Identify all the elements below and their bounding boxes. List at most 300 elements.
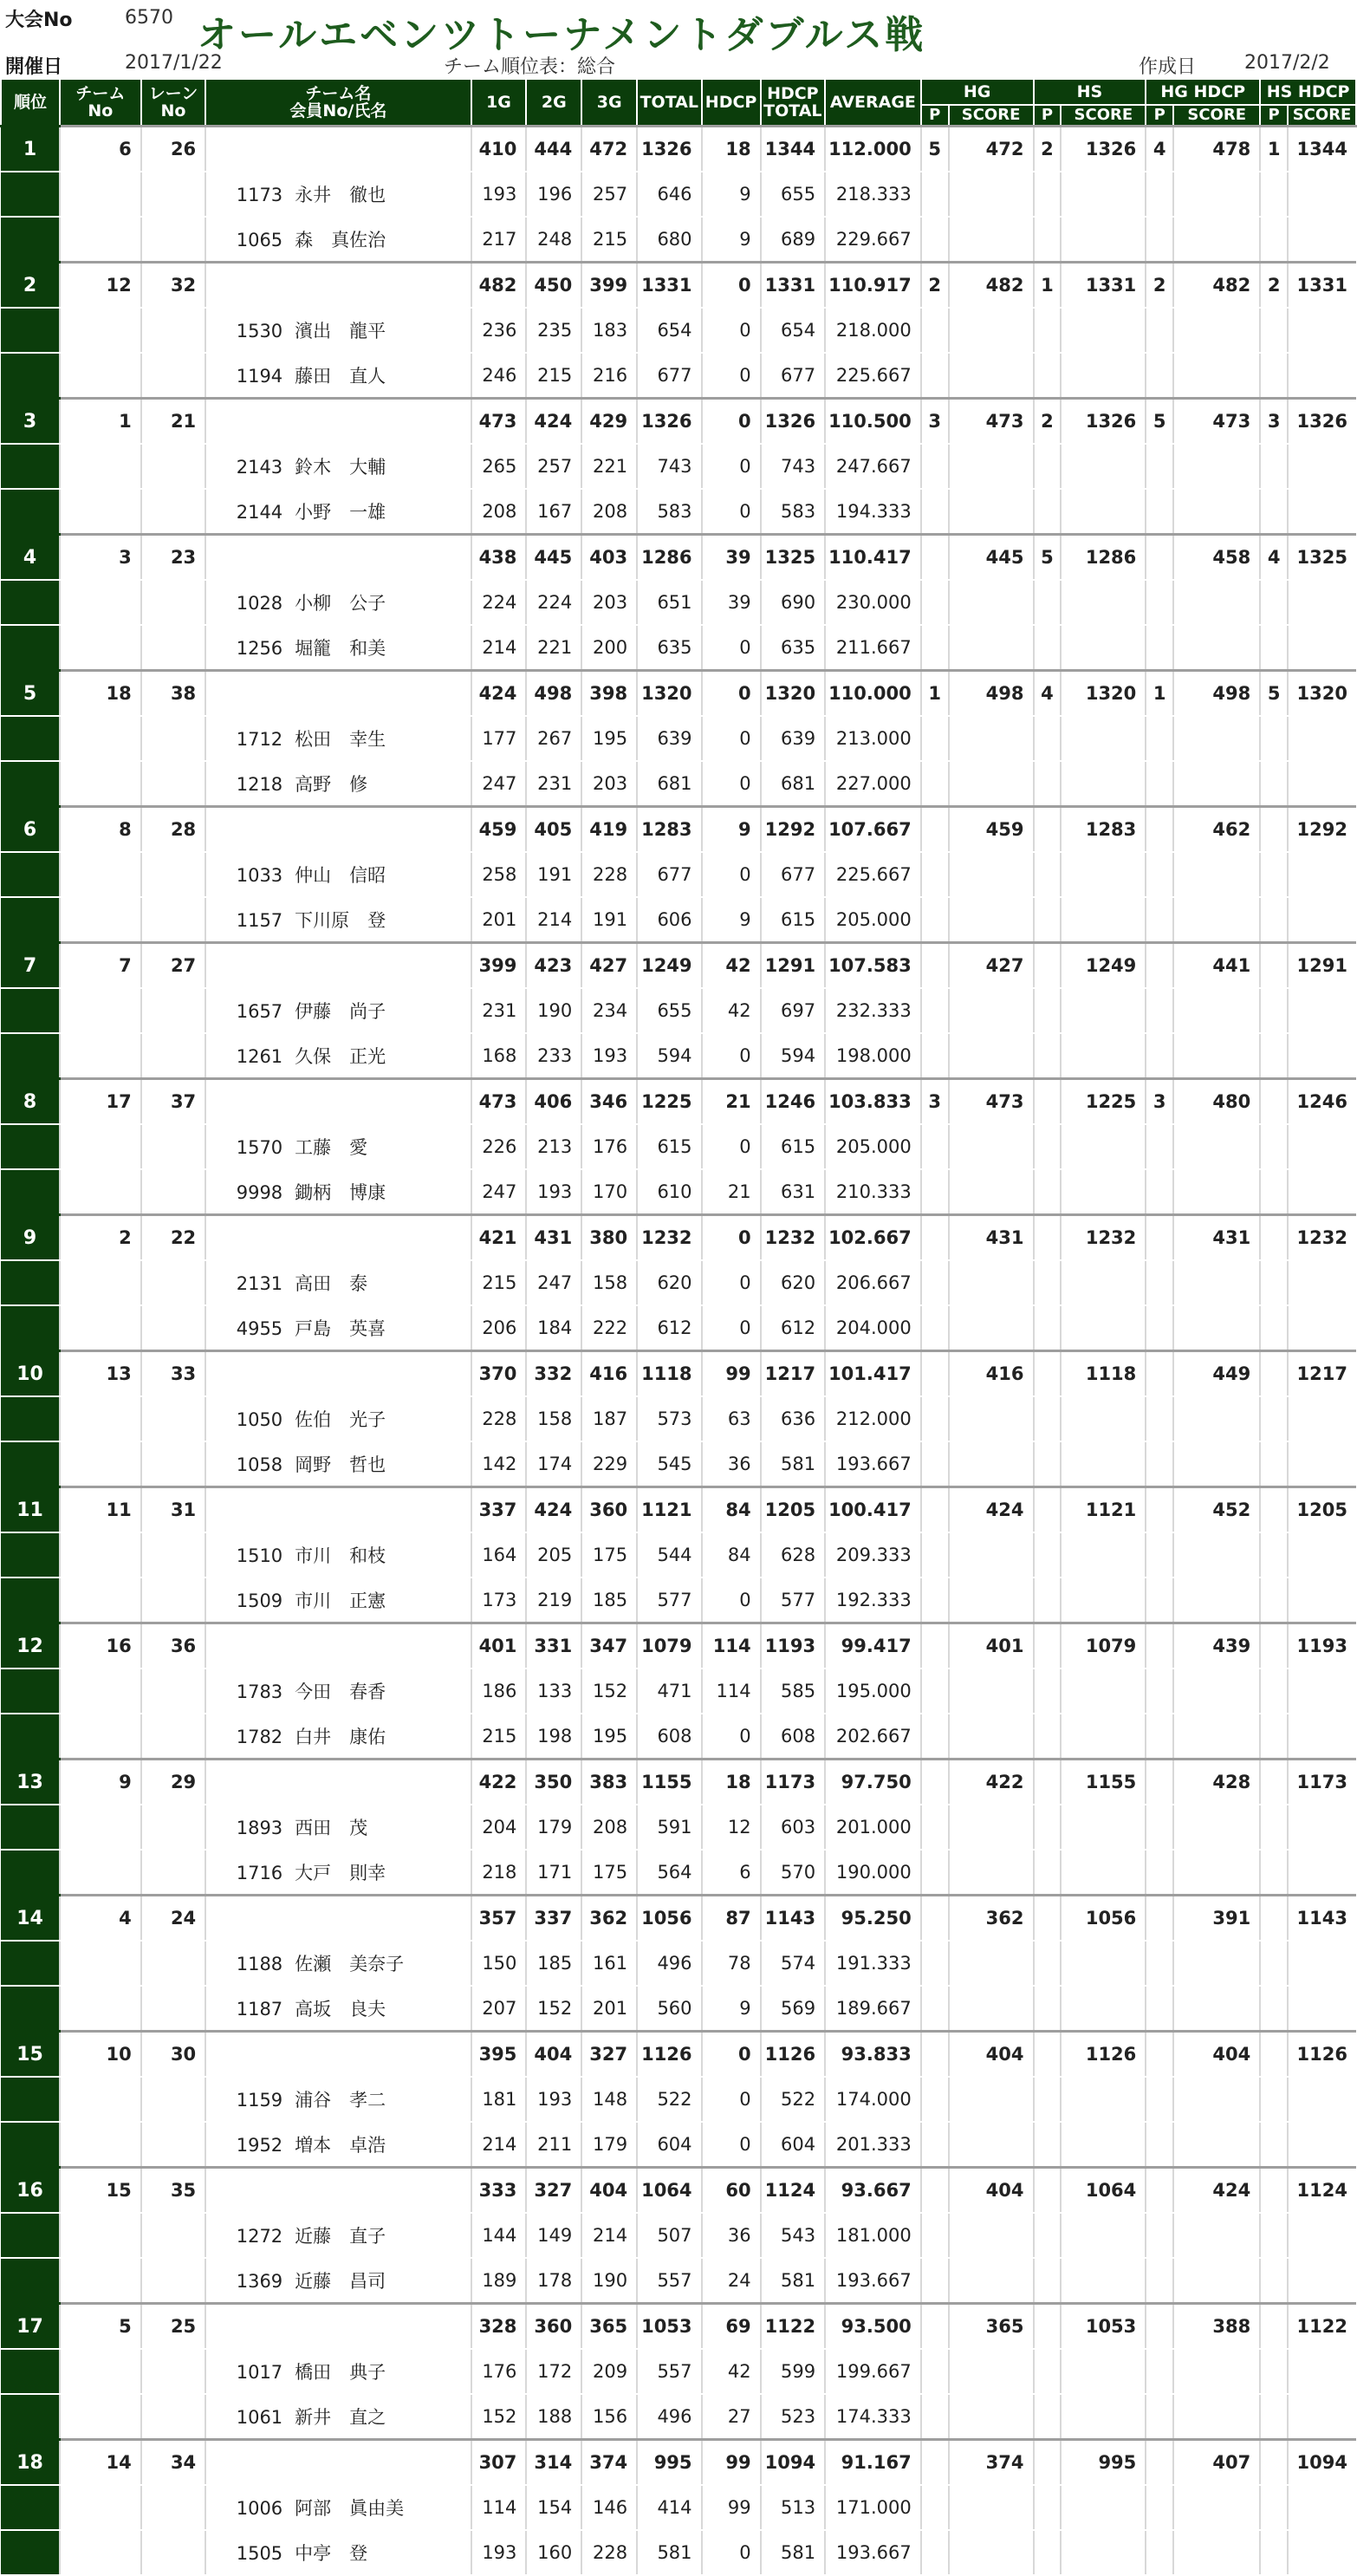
cell-hs-hdcp-score: 1094 — [1288, 2440, 1356, 2486]
cell-hdcp-total: 631 — [761, 1169, 825, 1215]
cell-hs-p — [1034, 1532, 1062, 1577]
cell-hs-score — [1061, 1124, 1146, 1169]
cell-hs-score: 1064 — [1061, 2168, 1146, 2214]
cell-hg-hdcp-p — [1146, 1805, 1173, 1850]
cell-lane-no — [141, 716, 205, 761]
cell-hs-hdcp-score — [1288, 2485, 1356, 2530]
cell-game3: 404 — [581, 2168, 637, 2214]
cell-hg-hdcp-score — [1173, 1169, 1260, 1215]
cell-hs-hdcp-score — [1288, 897, 1356, 943]
cell-name — [205, 1850, 471, 1896]
cell-hs-hdcp-p — [1260, 1760, 1288, 1805]
member-name: 鈴木 大輔 — [295, 457, 386, 478]
cell-average: 198.000 — [825, 1033, 921, 1079]
cell-average: 232.333 — [825, 988, 921, 1033]
member-row — [1, 1169, 1356, 1215]
cell-lane-no — [141, 1805, 205, 1850]
cell-total: 591 — [637, 1805, 701, 1850]
cell-hs-hdcp-score — [1288, 2394, 1356, 2440]
cell-hdcp-total: 628 — [761, 1532, 825, 1577]
cell-team-no: 18 — [60, 671, 141, 717]
cell-hg-p: 5 — [921, 127, 949, 172]
cell-game1: 333 — [471, 2168, 527, 2214]
cell-hg-p: 2 — [921, 263, 949, 309]
cell-hs-hdcp-score — [1288, 580, 1356, 625]
cell-game2: 267 — [526, 716, 581, 761]
cell-hg-hdcp-score: 458 — [1173, 535, 1260, 581]
cell-hs-p — [1034, 2032, 1062, 2078]
cell-team-no — [60, 1532, 141, 1577]
cell-hg-hdcp-score — [1173, 1305, 1260, 1351]
cell-hdcp-total: 522 — [761, 2077, 825, 2122]
cell-hg-hdcp-score: 407 — [1173, 2440, 1260, 2486]
cell-total: 1320 — [637, 671, 701, 717]
cell-average: 247.667 — [825, 444, 921, 489]
cell-hs-hdcp-p — [1260, 2077, 1288, 2122]
cell-game1: 247 — [471, 761, 527, 807]
cell-average: 110.917 — [825, 263, 921, 309]
cell-hs-p — [1034, 444, 1062, 489]
cell-lane-no — [141, 1532, 205, 1577]
cell-team-no — [60, 1805, 141, 1850]
cell-rank — [1, 852, 60, 897]
cell-hdcp-total: 639 — [761, 716, 825, 761]
cell-name — [205, 625, 471, 671]
cell-hg-hdcp-score — [1173, 1805, 1260, 1850]
member-no: 2143 — [236, 457, 283, 478]
cell-average: 212.000 — [825, 1396, 921, 1441]
cell-rank — [1, 1669, 60, 1714]
cell-game1: 228 — [471, 1396, 527, 1441]
cell-hg-p — [921, 217, 949, 263]
member-name: 永井 徹也 — [295, 185, 386, 205]
cell-average: 192.333 — [825, 1577, 921, 1623]
cell-hg-p — [921, 1941, 949, 1986]
member-row — [1, 852, 1356, 897]
cell-lane-no — [141, 1850, 205, 1896]
member-name: 佐伯 光子 — [295, 1409, 386, 1430]
cell-hg-hdcp-p — [1146, 2394, 1173, 2440]
col-game3: 3G — [581, 79, 637, 127]
cell-average: 193.667 — [825, 2258, 921, 2304]
cell-hdcp: 0 — [702, 2077, 761, 2122]
member-name: 松田 幸生 — [295, 729, 386, 750]
cell-hg-hdcp-p — [1146, 761, 1173, 807]
cell-name — [205, 988, 471, 1033]
cell-name — [205, 1079, 471, 1125]
member-name: 近藤 昌司 — [295, 2271, 386, 2292]
cell-game3: 158 — [581, 1260, 637, 1305]
member-no: 1061 — [236, 2407, 283, 2428]
cell-game1: 204 — [471, 1805, 527, 1850]
cell-total: 1326 — [637, 399, 701, 445]
cell-hg-score: 472 — [949, 127, 1034, 172]
member-row — [1, 580, 1356, 625]
cell-team-no — [60, 1260, 141, 1305]
cell-hdcp-total: 1143 — [761, 1896, 825, 1942]
cell-team-no — [60, 1669, 141, 1714]
cell-game3: 416 — [581, 1351, 637, 1397]
cell-average: 103.833 — [825, 1079, 921, 1125]
cell-hs-p — [1034, 1260, 1062, 1305]
member-row — [1, 2394, 1356, 2440]
member-name: 新井 直之 — [295, 2407, 386, 2428]
cell-hg-hdcp-p — [1146, 716, 1173, 761]
cell-game3: 221 — [581, 444, 637, 489]
cell-name — [205, 2304, 471, 2350]
cell-hs-p — [1034, 1714, 1062, 1760]
cell-hs-score — [1061, 1169, 1146, 1215]
member-row — [1, 2077, 1356, 2122]
cell-name — [205, 1577, 471, 1623]
member-name: 橋田 典子 — [295, 2362, 386, 2383]
cell-hs-score: 1121 — [1061, 1487, 1146, 1533]
cell-game3: 190 — [581, 2258, 637, 2304]
cell-hdcp: 0 — [702, 444, 761, 489]
member-name: 今田 春香 — [295, 1682, 386, 1702]
cell-hs-hdcp-p — [1260, 897, 1288, 943]
cell-hg-p — [921, 2530, 949, 2575]
cell-average: 204.000 — [825, 1305, 921, 1351]
cell-total: 496 — [637, 1941, 701, 1986]
cell-hg-hdcp-score — [1173, 897, 1260, 943]
cell-total: 639 — [637, 716, 701, 761]
cell-hg-hdcp-p — [1146, 1760, 1173, 1805]
member-no: 1893 — [236, 1818, 283, 1838]
cell-hs-score — [1061, 1441, 1146, 1487]
table-header — [1, 79, 1356, 127]
member-no: 1570 — [236, 1137, 283, 1158]
cell-rank — [1, 1577, 60, 1623]
cell-game1: 395 — [471, 2032, 527, 2078]
cell-hdcp-total: 513 — [761, 2485, 825, 2530]
cell-team-no: 9 — [60, 1760, 141, 1805]
member-no: 1369 — [236, 2271, 283, 2292]
cell-hg-hdcp-p — [1146, 2168, 1173, 2214]
cell-total: 577 — [637, 1577, 701, 1623]
cell-hg-hdcp-score — [1173, 1986, 1260, 2032]
cell-lane-no: 23 — [141, 535, 205, 581]
cell-total: 743 — [637, 444, 701, 489]
team-row — [1, 535, 1356, 581]
cell-average: 107.583 — [825, 943, 921, 989]
page-title: オールエベンツトーナメントダブルス戦 — [198, 13, 926, 57]
cell-total: 612 — [637, 1305, 701, 1351]
tournament-no-label: 大会No — [5, 10, 73, 31]
cell-hs-score — [1061, 897, 1146, 943]
cell-hg-hdcp-p — [1146, 2304, 1173, 2350]
cell-rank — [1, 716, 60, 761]
cell-hs-hdcp-p — [1260, 1623, 1288, 1669]
cell-hs-hdcp-p — [1260, 308, 1288, 353]
cell-hg-p — [921, 988, 949, 1033]
cell-game2: 191 — [526, 852, 581, 897]
cell-team-no: 3 — [60, 535, 141, 581]
cell-hg-hdcp-p — [1146, 489, 1173, 535]
cell-hg-score — [949, 217, 1034, 263]
cell-hs-hdcp-score — [1288, 1033, 1356, 1079]
cell-rank — [1, 1441, 60, 1487]
cell-name — [205, 308, 471, 353]
cell-hg-p — [921, 1986, 949, 2032]
member-no: 1952 — [236, 2135, 283, 2156]
cell-hs-p — [1034, 2485, 1062, 2530]
cell-hs-hdcp-score — [1288, 353, 1356, 399]
cell-hg-hdcp-p — [1146, 444, 1173, 489]
member-no: 2131 — [236, 1273, 283, 1294]
cell-hg-score — [949, 580, 1034, 625]
cell-rank: 8 — [1, 1079, 60, 1125]
member-name: 戸島 英喜 — [295, 1318, 386, 1339]
cell-hg-p — [921, 1714, 949, 1760]
member-name: 藤田 直人 — [295, 366, 386, 387]
cell-hdcp-total: 543 — [761, 2213, 825, 2258]
cell-lane-no — [141, 444, 205, 489]
cell-hs-score — [1061, 1669, 1146, 1714]
member-no: 1065 — [236, 230, 283, 250]
cell-hg-p — [921, 1532, 949, 1577]
cell-hg-hdcp-p — [1146, 1623, 1173, 1669]
cell-hdcp-total: 636 — [761, 1396, 825, 1441]
cell-game1: 173 — [471, 1577, 527, 1623]
cell-lane-no — [141, 172, 205, 217]
cell-hdcp-total: 1326 — [761, 399, 825, 445]
cell-hdcp: 0 — [702, 761, 761, 807]
cell-hg-hdcp-p — [1146, 852, 1173, 897]
cell-hdcp: 36 — [702, 1441, 761, 1487]
cell-team-no: 15 — [60, 2168, 141, 2214]
member-row — [1, 1669, 1356, 1714]
cell-hs-hdcp-p: 3 — [1260, 399, 1288, 445]
cell-lane-no: 32 — [141, 263, 205, 309]
cell-team-no: 16 — [60, 1623, 141, 1669]
cell-hg-hdcp-p: 2 — [1146, 263, 1173, 309]
cell-hdcp-total: 1193 — [761, 1623, 825, 1669]
cell-game1: 357 — [471, 1896, 527, 1942]
member-no: 1028 — [236, 593, 283, 614]
cell-hs-hdcp-p: 2 — [1260, 263, 1288, 309]
member-name: 白井 康佑 — [295, 1727, 386, 1747]
cell-total: 995 — [637, 2440, 701, 2486]
cell-hs-score — [1061, 761, 1146, 807]
cell-hs-score — [1061, 489, 1146, 535]
cell-hs-hdcp-score: 1217 — [1288, 1351, 1356, 1397]
cell-hg-hdcp-p — [1146, 1215, 1173, 1261]
cell-rank — [1, 217, 60, 263]
cell-average: 205.000 — [825, 1124, 921, 1169]
cell-hg-p — [921, 2032, 949, 2078]
cell-hg-hdcp-p — [1146, 1396, 1173, 1441]
cell-hg-score — [949, 353, 1034, 399]
cell-hg-score — [949, 1124, 1034, 1169]
cell-hdcp-total: 1292 — [761, 807, 825, 853]
cell-hs-p — [1034, 489, 1062, 535]
cell-lane-no: 37 — [141, 1079, 205, 1125]
cell-average: 218.000 — [825, 308, 921, 353]
cell-game2: 149 — [526, 2213, 581, 2258]
report-header — [0, 0, 1357, 78]
cell-name — [205, 444, 471, 489]
cell-hg-p — [921, 353, 949, 399]
cell-hs-hdcp-p — [1260, 1441, 1288, 1487]
cell-hs-p — [1034, 2440, 1062, 2486]
cell-hg-score — [949, 2077, 1034, 2122]
member-row — [1, 1532, 1356, 1577]
cell-hs-hdcp-score — [1288, 1260, 1356, 1305]
ranking-table — [0, 78, 1357, 2576]
cell-game2: 167 — [526, 489, 581, 535]
cell-hg-p — [921, 1124, 949, 1169]
cell-game3: 187 — [581, 1396, 637, 1441]
cell-hdcp: 114 — [702, 1669, 761, 1714]
cell-name — [205, 852, 471, 897]
cell-hg-hdcp-score: 388 — [1173, 2304, 1260, 2350]
cell-hs-p — [1034, 1986, 1062, 2032]
cell-hs-p — [1034, 1079, 1062, 1125]
cell-hg-hdcp-score: 441 — [1173, 943, 1260, 989]
cell-lane-no: 33 — [141, 1351, 205, 1397]
member-row — [1, 172, 1356, 217]
cell-hs-hdcp-p — [1260, 353, 1288, 399]
cell-game3: 195 — [581, 1714, 637, 1760]
cell-game1: 189 — [471, 2258, 527, 2304]
cell-hg-hdcp-p — [1146, 1577, 1173, 1623]
cell-hdcp-total: 585 — [761, 1669, 825, 1714]
cell-rank — [1, 1532, 60, 1577]
cell-game3: 175 — [581, 1532, 637, 1577]
cell-hdcp-total: 743 — [761, 444, 825, 489]
cell-game2: 450 — [526, 263, 581, 309]
cell-average: 227.000 — [825, 761, 921, 807]
cell-hdcp-total: 604 — [761, 2122, 825, 2168]
cell-average: 97.750 — [825, 1760, 921, 1805]
cell-hs-hdcp-p — [1260, 444, 1288, 489]
cell-hs-hdcp-score — [1288, 1169, 1356, 1215]
cell-game2: 445 — [526, 535, 581, 581]
cell-total: 604 — [637, 2122, 701, 2168]
cell-name — [205, 2485, 471, 2530]
cell-hdcp: 84 — [702, 1532, 761, 1577]
cell-total: 573 — [637, 1396, 701, 1441]
cell-name — [205, 2349, 471, 2394]
cell-hdcp-total: 608 — [761, 1714, 825, 1760]
cell-hs-hdcp-p — [1260, 489, 1288, 535]
cell-hdcp: 78 — [702, 1941, 761, 1986]
cell-hg-score — [949, 172, 1034, 217]
cell-hs-hdcp-score: 1344 — [1288, 127, 1356, 172]
cell-game3: 179 — [581, 2122, 637, 2168]
cell-hdcp-total: 1217 — [761, 1351, 825, 1397]
member-row — [1, 1305, 1356, 1351]
cell-hs-hdcp-p — [1260, 1079, 1288, 1125]
cell-hdcp-total: 1126 — [761, 2032, 825, 2078]
cell-lane-no: 29 — [141, 1760, 205, 1805]
cell-game1: 473 — [471, 399, 527, 445]
cell-game1: 201 — [471, 897, 527, 943]
cell-hg-hdcp-score — [1173, 172, 1260, 217]
cell-total: 1155 — [637, 1760, 701, 1805]
cell-hg-hdcp-p: 5 — [1146, 399, 1173, 445]
cell-hg-score — [949, 988, 1034, 1033]
cell-total: 681 — [637, 761, 701, 807]
cell-team-no — [60, 2122, 141, 2168]
cell-hdcp-total: 1291 — [761, 943, 825, 989]
cell-hs-hdcp-score — [1288, 1124, 1356, 1169]
cell-game1: 307 — [471, 2440, 527, 2486]
cell-average: 91.167 — [825, 2440, 921, 2486]
cell-rank — [1, 1124, 60, 1169]
cell-team-no — [60, 625, 141, 671]
cell-total: 646 — [637, 172, 701, 217]
cell-hg-p — [921, 1351, 949, 1397]
cell-hg-hdcp-p — [1146, 308, 1173, 353]
cell-hdcp: 84 — [702, 1487, 761, 1533]
cell-lane-no — [141, 761, 205, 807]
cell-hs-hdcp-p — [1260, 1896, 1288, 1942]
cell-hdcp-total: 1331 — [761, 263, 825, 309]
cell-hg-p — [921, 2168, 949, 2214]
cell-rank — [1, 444, 60, 489]
cell-average: 93.500 — [825, 2304, 921, 2350]
cell-game3: 146 — [581, 2485, 637, 2530]
cell-hg-hdcp-score: 498 — [1173, 671, 1260, 717]
cell-hs-p — [1034, 1941, 1062, 1986]
cell-team-no — [60, 1850, 141, 1896]
cell-game3: 175 — [581, 1850, 637, 1896]
cell-lane-no — [141, 1124, 205, 1169]
cell-hg-score — [949, 1986, 1034, 2032]
cell-game1: 258 — [471, 852, 527, 897]
cell-rank — [1, 1305, 60, 1351]
cell-team-no — [60, 897, 141, 943]
cell-average: 107.667 — [825, 807, 921, 853]
cell-hg-hdcp-p — [1146, 2032, 1173, 2078]
cell-hs-p — [1034, 852, 1062, 897]
cell-hg-score: 431 — [949, 1215, 1034, 1261]
cell-hdcp: 21 — [702, 1169, 761, 1215]
cell-name — [205, 489, 471, 535]
cell-hdcp-total: 1094 — [761, 2440, 825, 2486]
cell-hs-hdcp-score: 1292 — [1288, 807, 1356, 853]
cell-average: 213.000 — [825, 716, 921, 761]
cell-hg-hdcp-p — [1146, 1351, 1173, 1397]
cell-rank: 18 — [1, 2440, 60, 2486]
cell-hs-hdcp-p — [1260, 172, 1288, 217]
cell-hs-hdcp-p — [1260, 1941, 1288, 1986]
member-row — [1, 217, 1356, 263]
cell-hg-hdcp-score — [1173, 2485, 1260, 2530]
cell-hdcp: 0 — [702, 671, 761, 717]
cell-hdcp: 39 — [702, 535, 761, 581]
member-row — [1, 1033, 1356, 1079]
cell-rank — [1, 988, 60, 1033]
cell-hg-p — [921, 1215, 949, 1261]
cell-hg-hdcp-score — [1173, 852, 1260, 897]
cell-hdcp: 0 — [702, 1305, 761, 1351]
cell-name — [205, 1986, 471, 2032]
team-row — [1, 399, 1356, 445]
cell-name — [205, 897, 471, 943]
cell-game2: 431 — [526, 1215, 581, 1261]
cell-team-no — [60, 988, 141, 1033]
cell-hg-p — [921, 716, 949, 761]
cell-hs-hdcp-p — [1260, 943, 1288, 989]
cell-name — [205, 399, 471, 445]
cell-hg-p: 3 — [921, 399, 949, 445]
cell-total: 651 — [637, 580, 701, 625]
cell-hg-hdcp-p — [1146, 897, 1173, 943]
cell-hg-hdcp-p — [1146, 172, 1173, 217]
